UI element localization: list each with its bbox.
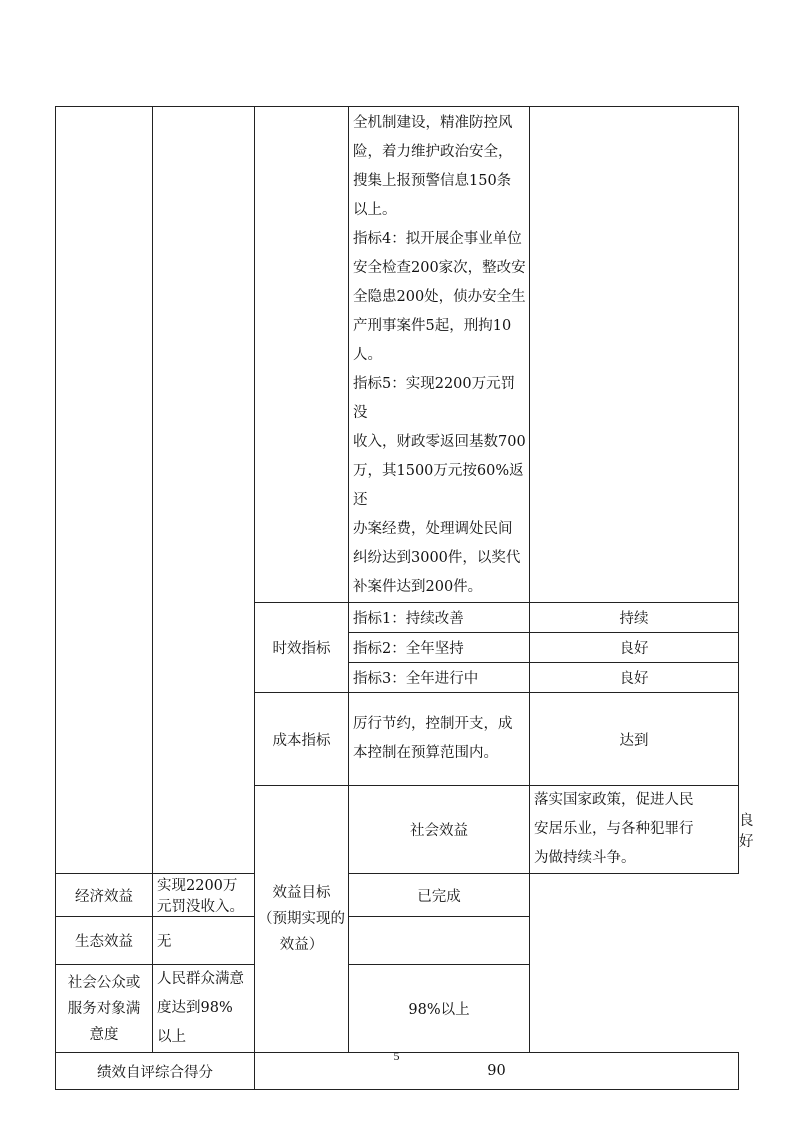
timeliness-label: 时效指标 xyxy=(255,603,349,693)
output-line: 补案件达到200件。 xyxy=(353,579,483,595)
social-benefit-indicator xyxy=(530,786,739,874)
cost-line: 本控制在预算范围内。 xyxy=(353,745,498,761)
score-value: 90 xyxy=(255,1053,739,1090)
social-line: 落实国家政策，促进人民 xyxy=(534,792,694,808)
output-line: 以上。 xyxy=(353,202,397,218)
output-result-cell xyxy=(530,107,739,603)
benefit-label-line: 效益） xyxy=(279,937,324,953)
benefit-label xyxy=(255,786,349,1053)
output-line: 人。 xyxy=(353,347,382,363)
timeliness-result-2: 良好 xyxy=(530,633,739,663)
satisfaction-label-line: 意度 xyxy=(89,1026,119,1043)
output-line: 收入，财政零返回基数700 xyxy=(353,434,526,450)
output-line: 搜集上报预警信息150条 xyxy=(353,173,512,189)
satisfaction-label xyxy=(56,965,153,1053)
output-indicator-text xyxy=(349,107,530,603)
score-label: 绩效自评综合得分 xyxy=(56,1053,255,1090)
social-line: 为做持续斗争。 xyxy=(534,850,636,866)
output-line: 指标4：拟开展企事业单位 xyxy=(353,231,522,247)
timeliness-result-1: 持续 xyxy=(530,603,739,633)
social-benefit-label: 社会效益 xyxy=(349,786,530,874)
cost-indicator xyxy=(349,693,530,786)
economic-benefit-label: 经济效益 xyxy=(56,874,153,917)
timeliness-indicator-2: 指标2：全年坚持 xyxy=(349,633,530,663)
social-line: 安居乐业，与各种犯罪行 xyxy=(534,821,694,837)
benefit-label-line: 效益目标 xyxy=(272,885,331,901)
cost-label: 成本指标 xyxy=(255,693,349,786)
performance-table xyxy=(55,106,754,1090)
satisfaction-line: 人民群众满意度达到98% xyxy=(157,971,244,1016)
ecological-benefit-result xyxy=(349,917,530,965)
ecological-benefit-indicator: 无 xyxy=(153,917,255,965)
economic-benefit-indicator: 实现2200万元罚没收入。 xyxy=(153,874,255,917)
output-line: 全机制建设，精准防控风 xyxy=(353,115,513,131)
timeliness-indicator-1: 指标1：持续改善 xyxy=(349,603,530,633)
social-benefit-row: 效益目标 （预期实现的 效益） 社会效益 落实国家政策，促进人民 安居乐业，与各种犯罪行 为做持续斗争。 良好 xyxy=(56,786,739,874)
output-line: 纠纷达到3000件，以奖代 xyxy=(353,550,521,566)
level3-blank-cell xyxy=(255,107,349,603)
satisfaction-row xyxy=(56,965,739,1053)
economic-benefit-row xyxy=(56,874,739,917)
cost-line: 厉行节约，控制开支，成 xyxy=(353,716,513,732)
timeliness-indicator-3: 指标3：全年进行中 xyxy=(349,663,530,693)
ecological-benefit-row xyxy=(56,917,739,965)
level1-blank-cell xyxy=(56,107,153,874)
output-line: 全隐患200处，侦办安全生 xyxy=(353,289,526,305)
output-line: 办案经费，处理调处民间 xyxy=(353,521,513,537)
level2-blank-cell xyxy=(153,107,255,874)
satisfaction-label-line: 服务对象满 xyxy=(67,1000,141,1017)
economic-benefit-result: 已完成 xyxy=(349,874,530,917)
ecological-benefit-label: 生态效益 xyxy=(56,917,153,965)
output-line: 指标5：实现2200万元罚没 xyxy=(353,376,516,421)
satisfaction-label-line: 社会公众或 xyxy=(67,974,141,991)
page-number: 5 xyxy=(393,1049,400,1063)
output-line: 产刑事案件5起，刑拘10 xyxy=(353,318,512,334)
satisfaction-indicator xyxy=(153,965,255,1053)
satisfaction-line: 以上 xyxy=(157,1029,186,1045)
satisfaction-result: 98%以上 xyxy=(349,965,530,1053)
timeliness-result-3: 良好 xyxy=(530,663,739,693)
output-line: 险，着力维护政治安全， xyxy=(353,144,513,160)
output-line: 安全检查200家次，整改安 xyxy=(353,260,526,276)
cost-result: 达到 xyxy=(530,693,739,786)
benefit-label-line: （预期实现的 xyxy=(258,911,345,927)
output-line: 万，其1500万元按60%返还 xyxy=(353,463,524,508)
output-continuation-row xyxy=(56,107,739,603)
